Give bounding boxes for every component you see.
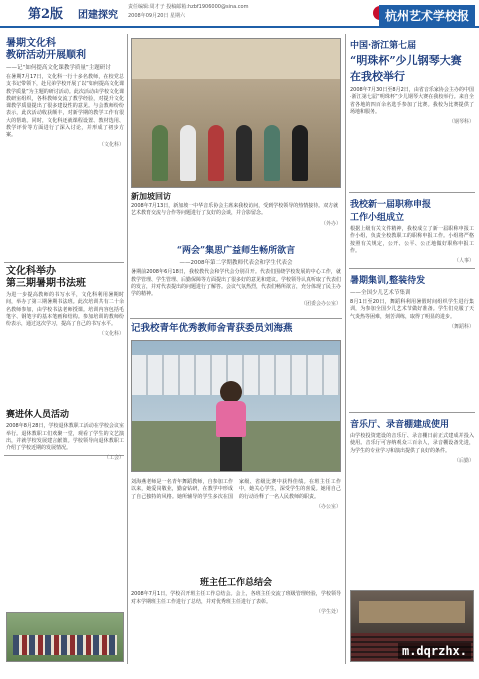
article-headline: 我校新一届职称申报 工作小组成立 [350,200,432,223]
article-teacher-profile [131,324,341,335]
caption-title: 新加坡回访 [131,191,171,201]
article-source: （后勤） [453,457,474,464]
article-headline: 赛进休人员活动 [6,410,70,420]
article-summer-training [350,272,474,330]
section-divider [4,262,124,263]
article-source: （人事） [453,258,474,264]
person-figure [152,125,168,181]
date-line: 2008年09月20日 星期六 [128,13,186,19]
article-title-review [350,196,474,264]
article-body: 由学校投资建设的音乐厅、录音棚日前正式建成并投入使用。音乐厅可容纳观众三百余人，录音棚设备先进，为学生的专业学习和演出提供了良好的条件。 [350,433,474,454]
editor-line: 责任编辑:周才子 投稿邮箱:hzbf1906000@sina.com [128,4,249,10]
section-divider [349,268,475,269]
article-retirees [6,410,124,461]
singapore-visit-photo [131,38,341,188]
article-head-teacher [131,578,341,615]
caption-source: （外办） [320,220,341,227]
article-source: （文化科） [98,331,124,338]
article-body: 2008年7月1日，学校召开班主任工作总结会。会上，各班主任交流了班级管理经验，学校领导对本学期班主任工作进行了总结，并对优秀班主任进行了表彰。 [131,591,341,605]
article-body: 8月1日至20日，舞蹈科利用暑假时间组织学生进行集训，为参加全国少儿艺术节做好准备。学生们克服了天气炎热等困难，刻苦训练，取得了明显的进步。 [350,299,474,320]
article-piano-contest [350,38,474,125]
article-body: 在暑期7月17日，文化科一行十多名教师，在校党总支书记带领下，赴兄弟学校开展了以“如何提高文化课教学质量”为主题的研讨活动。此次活动由学校文化课教研室组织，各科教师交流了教学经验，对提升文化课教学质量提出了很多建设性的意见。与会教师纷纷表示，此次活动收获颇丰，对新学期的教学工作有很大的帮助。同时，文化科还就课程设置、教材选用、教学评价等方面进行了深入讨论，并形成了初步方案。 [6,74,124,138]
article-body: 根据上级有关文件精神，我校成立了新一届职称申报工作小组，负责全校教职工的职称申报工作。小组将严格按照有关规定，公开、公平、公正地做好职称申报工作。 [350,226,474,254]
article-source: （工会） [103,455,124,462]
article-body: 暑期前2008年6月18日，我校教代会和学代会分别召开。代表们围绕学校发展的中心工作，就教学管理、学生管理、后勤保障等方面提出了很多好的意见和建议。学校领导认真听取了代表们的发言，并对代表提出的问题进行了解答。会议气氛热烈，代表们畅所欲言，充分体现了民主办学的精神。 [131,269,342,298]
article-headline: 暑期文化科 教研活动开展顺利 [6,38,86,61]
article-source: （学生处） [315,608,341,615]
column-divider [345,34,346,664]
section-name: 团建探究 [78,10,118,21]
caption-text: 2008年7月13日，新加坡一中华音乐协会主席来我校访问，受到学校领导的热情接待。双方就艺术教育交流与合作等问题进行了友好的会谈，并合影留念。 [131,203,339,217]
column-divider [127,34,128,664]
person-figure [264,125,280,181]
section-divider [130,318,342,319]
article-teacher-body [131,476,341,510]
article-headline: “明珠杯”少儿钢琴大赛 在我校举行 [350,54,462,83]
article-headline: 暑期集训,整装待发 [350,276,426,286]
section-divider [349,192,475,193]
article-subheadline: ——2008年第二学期教师代表会和学生代表会 [179,260,293,267]
masthead [0,0,479,28]
person-figure [180,125,196,181]
person-figure [292,125,308,181]
article-source: （文化科） [98,142,124,149]
group-people [13,635,117,655]
stage-wall [359,601,465,623]
person-figure [236,125,252,181]
person-figure [216,401,246,437]
article-concert-hall [350,416,474,464]
article-body: 为进一步提高教师的书写水平，文化科利用暑期时间，举办了第三期暑期书法班。此次培训共有二十余名教师参加，由学校书法老师授课。培训内容包括毛笔字、钢笔字的基本笔画和结构。参加培训的教师纷纷表示，通过这次学习，提高了自己的书写水平。 [6,292,124,327]
article-headline: 文化科举办 第三期暑期书法班 [6,266,86,289]
article-source: （办公室） [315,503,341,510]
article-source: （团委会办公室） [300,301,341,308]
article-subheadline: ——全国少儿艺术节集训 [350,290,411,296]
article-subheadline: ——记“如何提高文化课教学质量”主题研讨 [6,65,111,71]
teacher-portrait-photo [131,340,341,472]
article-body: 刘海燕老师是一名青年舞蹈教师，自参加工作以来，她爱岗敬业，勤奋钻研，在教学中形成了自己独特的风格。她所辅导的学生多次在国家级、省级比赛中获得佳绩。在班主任工作中，她关心学生，深受学生的喜爱。她用自己的行动诠释了一名人民教师的职责。 [131,479,341,500]
person-figure [208,125,224,181]
article-headline: 音乐厅、录音棚建成使用 [350,420,450,430]
article-body: 2008年8月28日，学校退休教职工活动在学校会议室举行。退休教职工们欢聚一堂，观看了学生的文艺演出，并就学校发展建言献策。学校领导向退休教职工介绍了学校近期的发展情况。 [6,423,124,452]
article-calligraphy [6,266,124,337]
article-source: （舞蹈科） [448,323,474,330]
article-two-congresses [131,246,341,307]
article-headline-small: 中国·浙江第七届 [350,41,417,51]
article-headline: 班主任工作总结会 [199,578,272,588]
article-body: 2008年7月30日至8月2日，由省音乐家协会主办的中国·浙江第七届“明珠杯”少儿钢琴大赛在我校举行。来自全省各地的四百余名选手参加了比赛。我校为比赛提供了场地和服务。 [350,87,474,115]
paper-title: 杭州艺术学校报 [379,5,475,26]
watermark-text: m.dqrzhx. [398,643,471,659]
photo-caption-singapore [131,192,341,227]
article-source: （钢琴科） [448,119,474,125]
retirees-group-photo [6,612,124,662]
section-divider [349,412,475,413]
article-headline: “两会”集思广益师生畅所欲言 [176,246,296,256]
article-culture-research [6,38,124,148]
person-head [220,381,242,403]
article-headline: 记我校青年优秀教师舍青获委员刘海燕 [131,323,293,334]
page-number: 第2版 [28,7,64,22]
